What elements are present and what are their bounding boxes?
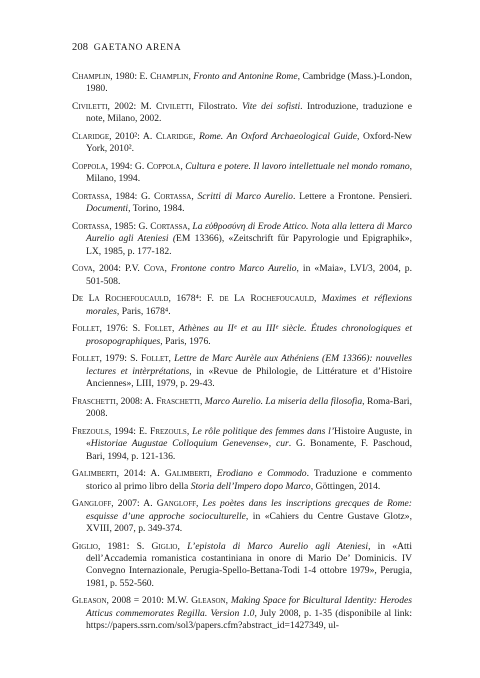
entry-text-segment: , (186, 425, 193, 437)
entry-title-segment: Historiae Augustae Colloquium Genevense (90, 438, 264, 450)
entry-title-segment: L’epistola di Marco Aurelio agli Ateniesi (187, 540, 369, 552)
entry-author-name: Cova (143, 263, 165, 275)
entry-text-segment: , in «Revue de Philologie, de Littérature et d’Histoire Anciennes», LIII, 1979, p. 29-43. (86, 365, 412, 390)
entry-title-segment: Storia dell’Impero dopo Marco (190, 480, 311, 492)
entry-text-segment: . Introduzione, traduzione e note, Milano, 2002. (86, 101, 412, 125)
entry-text-segment: , (180, 161, 186, 172)
bibliography-list (72, 71, 412, 633)
entry-author-name: Coppola (146, 161, 181, 172)
entry-key: Galimberti, 2014: (72, 468, 146, 480)
entry-text-segment: , (164, 263, 171, 275)
entry-key: Follet, 1979: (72, 353, 127, 365)
entry-text-segment: , July 2008, p. 1-35 (disponibile al link: https://papers.ssrn.com/sol3/papers.cfm?abstract_id=1427349, ul- (86, 607, 412, 632)
entry-title-segment: Fronto and Antonine Rome (193, 71, 298, 82)
entry-title-segment: Documenti (86, 203, 129, 215)
entry-key: Champlin, 1980: (72, 71, 137, 82)
entry-text-segment: , (195, 498, 203, 510)
bibliography-entry (72, 595, 412, 632)
entry-title-segment: cur (275, 438, 289, 450)
entry-text-segment: . G. Bonamente, F. Paschoud, Bari, 1994, p. 121-136. (86, 438, 413, 462)
bibliography-entry (72, 101, 412, 126)
bibliography-entry (72, 353, 412, 390)
entry-text-segment: S. (126, 353, 141, 365)
entry-text-segment: A. (139, 131, 156, 142)
entry-author-name: Fraschetti (156, 395, 200, 407)
entry-text-segment: , Torino, 1984. (128, 203, 185, 215)
entry-key: Claridge, 2010²: (72, 131, 140, 142)
entry-text-segment: , Cambridge (Mass.)-London, 1980. (86, 71, 413, 95)
bibliography-entry (72, 71, 412, 96)
entry-text-segment: A. (142, 395, 157, 407)
entry-key: Civiletti, 2002: (72, 101, 137, 112)
entry-text-segment: G. (137, 191, 155, 202)
entry-text-segment: A. (139, 498, 157, 510)
entry-text-segment: . Traduzione e commento storico al primo libro della (86, 468, 413, 492)
bibliography-entry (72, 396, 412, 421)
entry-text-segment: , in «Atti dell’Accademia romanistica costantiniana in onore di Mario De’ Dominicis. IV Convegno Internazionale, Perugia-Spello-Bettana-Todi 1-4 ottobre 1979», Perugia, 1981, p. 552-560. (86, 540, 413, 589)
entry-title-segment: Making Space for Bicultural Identity: Herodes Atticus commemorates Regilla. Version 1.0 (86, 595, 412, 619)
entry-title-segment: Frontone contro Marco Aurelio (170, 263, 297, 275)
entry-text-segment: », (263, 438, 276, 450)
entry-text-segment: E. (135, 425, 150, 437)
entry-text-segment: , (168, 353, 175, 365)
entry-title-segment: Vite dei sofisti (241, 101, 301, 112)
entry-text-segment: G. (136, 221, 151, 232)
entry-author-name: Frezouls (149, 425, 187, 437)
entry-text-segment: P.V. (120, 263, 144, 275)
entry-author-name: Follet (144, 323, 173, 335)
entry-text-segment: M.W. (163, 595, 192, 607)
bibliography-entry (72, 221, 412, 258)
entry-text-segment: A. (145, 468, 165, 480)
entry-key: Gleason, 2008 = 2010: (72, 595, 164, 607)
entry-text-segment: , in «Maia», LVI/3, 2004, p. 501-508. (86, 263, 412, 287)
entry-text-segment: , Paris, 1976. (160, 335, 211, 347)
entry-text-segment: , (177, 540, 188, 552)
bibliography-entry (72, 498, 412, 535)
entry-text-segment: , in «Cahiers du Centre Gustave Glotz», XVIII, 2007, p. 349-374. (86, 510, 412, 535)
entry-text-segment: , (209, 468, 217, 480)
entry-key: Fraschetti, 2008: (72, 395, 143, 407)
entry-title-segment: Le rôle politique des femmes dans l’ (192, 425, 335, 437)
entry-key: Cova, 2004: (72, 263, 121, 275)
entry-text-segment: M. (136, 101, 156, 112)
entry-author-name: Claridge (155, 131, 193, 142)
entry-text-segment: , Oxford-New York, 2010². (86, 131, 412, 155)
running-author: GAETANO ARENA (93, 43, 182, 53)
entry-key: Cortassa, 1985: (72, 221, 137, 232)
entry-author-name: Champlin (150, 71, 189, 82)
bibliography-entry (72, 541, 412, 591)
entry-title-segment: Cultura e potere. Il lavoro intellettuale nel mondo romano (185, 161, 410, 172)
entry-text-segment: EM 13366), «Zeitschrift für Papyrologie und Epigraphik», LX, 1985, p. 177-182. (86, 233, 412, 257)
bibliography-entry (72, 323, 412, 348)
bibliography-entry (72, 131, 412, 156)
bibliography-entry (72, 191, 412, 216)
entry-text-segment: . Lettere a Frontone. Pensieri. (292, 191, 412, 202)
page (72, 42, 412, 638)
entry-key: Cortassa, 1984: (72, 191, 138, 202)
bibliography-entry (72, 263, 412, 288)
entry-text-segment: , (172, 323, 179, 335)
entry-title-segment: Erodiano e Commodo (216, 468, 307, 480)
page-number: 208 (72, 42, 89, 53)
entry-text-segment: , (191, 191, 198, 202)
entry-key: Frezouls, 1994: (72, 425, 136, 437)
entry-text-segment: , (225, 595, 231, 607)
entry-title-segment: Rome. An Oxford Archaeological Guide (198, 131, 357, 142)
entry-text-segment: Histoire Auguste, in « (86, 425, 413, 450)
bibliography-entry (72, 426, 412, 463)
entry-title-segment: Marco Aurelio. La miseria della filosofia (204, 395, 363, 407)
entry-author-name: Follet (141, 353, 169, 365)
entry-title-segment: Scritti di Marco Aurelio (197, 191, 293, 202)
entry-text-segment: , (313, 293, 322, 305)
running-header (72, 42, 412, 53)
entry-title-segment: Athènes au IIᵉ et au IIIᵉ siècle. Études chronologiques et prosopographiques (86, 323, 412, 347)
entry-title-segment: Maximes et réflexions morales (86, 293, 412, 317)
entry-text-segment: , (192, 131, 199, 142)
entry-key: Giglio, 1981: (72, 540, 130, 552)
entry-text-segment: E. (136, 71, 151, 82)
entry-text-segment: , (187, 221, 193, 232)
entry-author-name: Cortassa (150, 221, 188, 232)
entry-title-segment: Les poètes dans les inscriptions grecques de Rome: esquisse d’une approche socioculturelle (86, 498, 412, 522)
entry-key: Coppola, 1994: (72, 161, 133, 172)
entry-author-name: Galimberti (164, 468, 210, 480)
entry-text-segment: F. (201, 293, 220, 305)
entry-text-segment: , Paris, 1678⁴. (116, 305, 171, 317)
entry-title-segment: Lettre de Marc Aurèle aux Athéniens (EM 13366): nouvelles lectures et intèrprétations (86, 353, 413, 377)
bibliography-entry (72, 468, 412, 493)
bibliography-entry (72, 293, 412, 318)
entry-text-segment: S. (128, 323, 145, 335)
entry-text-segment: , (188, 71, 194, 82)
entry-text-segment: , Milano, 1994. (86, 161, 413, 185)
entry-author-name: Gangloff (156, 498, 196, 510)
entry-text-segment: G. (132, 161, 147, 172)
entry-author-name: Civiletti (155, 101, 192, 112)
entry-text-segment: , Göttingen, 2014. (310, 480, 381, 492)
entry-author-name: Cortassa (154, 191, 192, 202)
entry-text-segment: , Roma-Bari, 2008. (86, 395, 412, 420)
entry-title-segment: La εὐθροσύνη di Erode Attico. Nota alla lettera di Marco Aurelio agli Ateniesi ( (86, 221, 412, 245)
entry-author-name: Gleason (191, 595, 226, 607)
entry-author-name: Giglio (151, 540, 178, 552)
bibliography-entry (72, 161, 412, 186)
entry-text-segment: , Filostrato. (191, 101, 242, 112)
entry-key: De La Rochefoucauld, 1678⁴: (72, 293, 202, 305)
entry-author-name: de La Rochefoucauld (219, 293, 314, 305)
entry-text-segment: , (199, 395, 205, 407)
entry-key: Follet, 1976: (72, 323, 129, 335)
entry-key: Gangloff, 2007: (72, 498, 140, 510)
entry-text-segment: S. (129, 540, 152, 552)
